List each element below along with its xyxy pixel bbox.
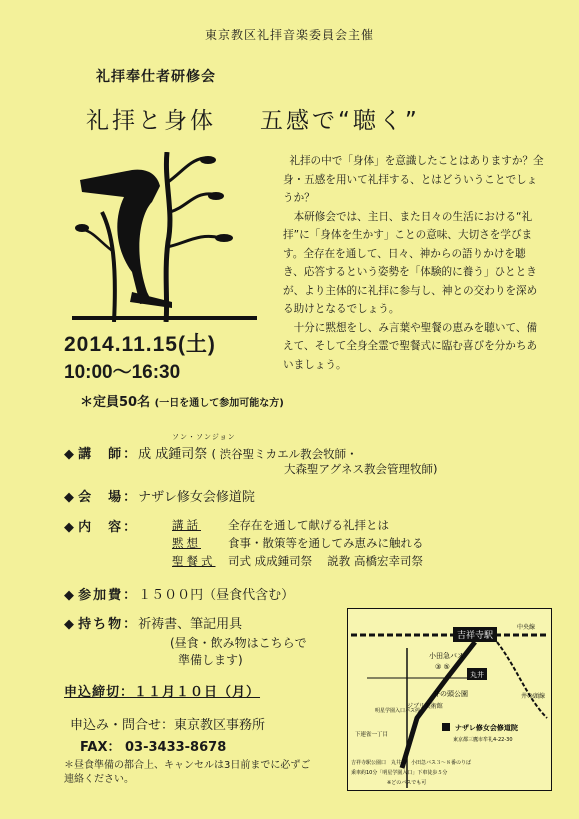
event-date: 2014.11.15(土) [64,333,216,356]
map-info-2: 乗車約10分「明星学園入口」下車徒歩５分 [351,770,448,776]
map-info-1: 吉祥寺駅公園口 丸井前 小田急バス３〜８番のりば [351,760,472,766]
lecturer-ruby: ソン・ソンジョン [172,433,236,441]
intro-paragraph: 礼拝の中で「身体」を意識したことはありますか？全身・五感を用いて礼拝する、とはどういうことでしょうか？ [283,155,544,204]
fee-row [64,584,294,603]
program-item [172,535,424,551]
map-park: 井の頭公園 [433,690,468,698]
event-time: 10:00〜16:30 [64,362,181,383]
intro-paragraph: 十分に黙想をし、み言葉や聖餐の恵みを聴いて、備えて、そして全身全霊で聖餐式に臨む喜びを分かちあいましょう。 [283,321,538,371]
lecturer-label: 講 師： [78,447,139,462]
program-item [172,517,389,533]
capacity-note: (一日を通して参加可能な方) [154,398,284,409]
title-left: 礼拝と身体 [86,108,216,134]
deadline: 申込締切：１１月１０日（月） [64,685,261,700]
diamond-icon: ◆ [64,617,74,632]
program-kind: 講話 [172,518,201,532]
map-inokashira: 井の頭線 [521,693,546,700]
capacity-label: ＊定員50名 [80,395,151,410]
program-item [172,553,423,569]
lecturer-affil: ( 渋谷聖ミカエル教会牧師・ [211,447,358,461]
venue-label: 会 場： [78,490,139,505]
map-address: 東京都三鷹市牟礼4-22-30 [453,737,513,743]
map-marui: 丸井 [470,671,484,679]
venue-value: ナザレ修女会修道院 [138,490,255,505]
intro-text [283,152,545,374]
bring-row [64,613,242,632]
map-lib: ジブリ美術館 [407,703,443,710]
event-subtitle: 礼拝奉仕者研修会 [96,69,216,85]
capacity [80,391,284,410]
map-stop: 明星学園入口バス停 [375,708,421,714]
fax-number: FAX： 03-3433-8678 [80,740,227,755]
program-desc: 司式 成成鍾司祭 説教 高橋宏幸司祭 [228,554,423,568]
diamond-icon: ◆ [64,490,74,505]
map-bus: 小田急バス [429,652,464,660]
contact-line: 申込み・問合せ：東京教区事務所 [70,718,266,733]
map-station: 吉祥寺駅 [456,631,494,641]
bring-note-2: 準備します) [178,653,243,667]
fee-label: 参加費： [78,588,139,603]
organizer-line: 東京教区礼拝音楽委員会主催 [204,28,374,42]
map-line: 中央線 [517,624,536,631]
lecturer-row [64,443,358,462]
event-title [86,102,420,135]
diamond-icon: ◆ [64,520,74,535]
map-bus-no: ③ ⑤ [435,663,450,671]
map-bus2: 下連雀一丁目 [355,732,389,738]
map-convent: ナザレ修女会修道院 [455,724,518,732]
program-kind: 聖餐式 [172,554,216,568]
diamond-icon: ◆ [64,588,74,603]
diamond-icon: ◆ [64,447,74,462]
bring-value: 祈祷書、筆記用具 [138,617,243,632]
content-label: 内 容： [78,520,139,535]
lecturer-affil-2: 大森聖アグネス教会管理牧師) [284,462,438,476]
bring-label: 持ち物： [78,617,139,632]
content-row [64,516,138,535]
woodcut-illustration [72,152,257,322]
access-map [347,608,552,791]
program-desc: 食事・散策等を通してみ恵みに触れる [228,536,424,550]
bring-note-1: (昼食・飲み物はこちらで [170,636,307,650]
title-right: 五感で“聴く” [260,108,420,134]
fee-value: １５００円（昼食代含む） [138,588,295,603]
intro-paragraph: 本研修会では、主日、また日々の生活における“礼拝”に「身体を生かす」ことの意味、大切さを学びます。全存在を通して、日々、神からの語りかけを聴き、応答するという姿勢を「体験的に養う」ひとときが、より主体的に礼拝に参与し、神との交わりを深める助けとなるでしょう。 [283,210,538,315]
program-desc: 全存在を通して献げる礼拝とは [228,518,389,532]
cancel-note: ＊昼食準備の都合上、キャンセルは3日前までに必ずご連絡ください。 [64,760,311,785]
map-info-3: ※どのバスでも可 [387,780,427,786]
program-kind: 黙想 [172,536,201,550]
lecturer-name: 成 成鍾司祭 [138,447,208,462]
venue-row [64,486,255,505]
